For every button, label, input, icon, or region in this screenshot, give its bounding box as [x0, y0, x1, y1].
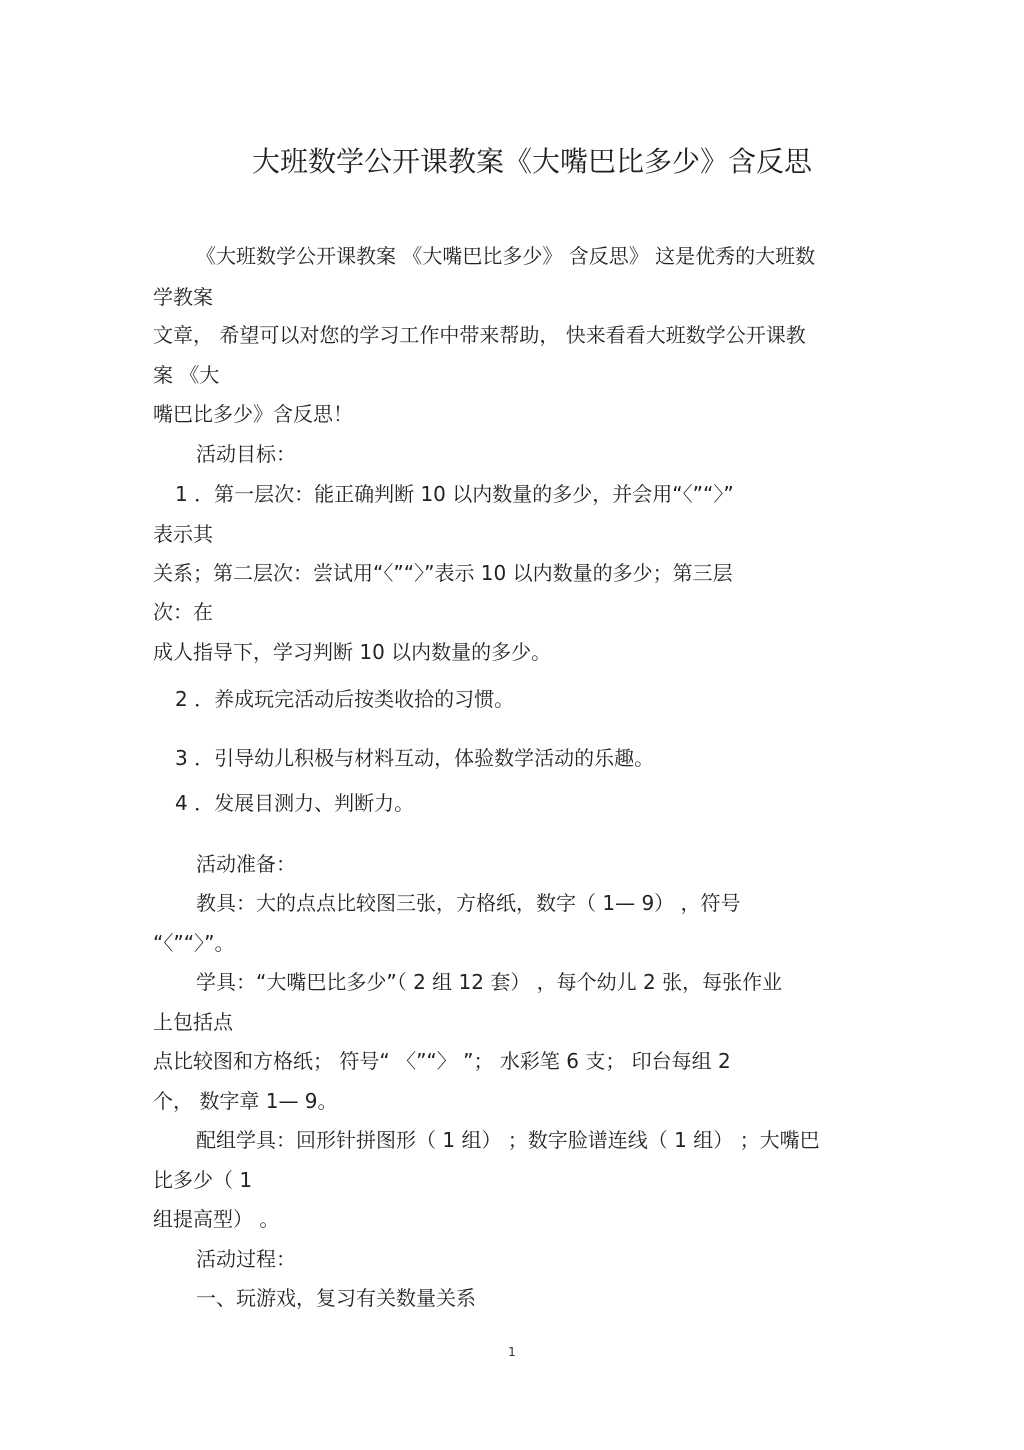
- text-line: 点比较图和方格纸； 符号“ 〈”“〉 ”； 水彩笔 6 支； 印台每组 2: [153, 1049, 731, 1073]
- text-line: 次：在: [153, 600, 213, 624]
- text-line: 一、玩游戏，复习有关数量关系: [196, 1286, 476, 1310]
- list-item: 4 ．发展目测力、判断力。: [175, 791, 415, 815]
- text-line: 个， 数字章 1— 9。: [153, 1089, 338, 1113]
- text-line: 配组学具：回形针拼图形（ 1 组） ；数字脸谱连线（ 1 组） ；大嘴巴: [196, 1128, 820, 1152]
- text-line: 学教案: [153, 285, 213, 309]
- text-line: 案 《大: [153, 363, 220, 387]
- text-line: 文章， 希望可以对您的学习工作中带来帮助， 快来看看大班数学公开课教: [153, 323, 806, 347]
- list-item: 1 ．第一层次：能正确判断 10 以内数量的多少，并会用“〈”“〉”: [175, 482, 734, 506]
- list-item: 2 ．养成玩完活动后按类收拾的习惯。: [175, 687, 515, 711]
- section-heading: 活动过程：: [196, 1247, 296, 1271]
- text-line: 学具：“大嘴巴比多少”（ 2 组 12 套） ，每个幼儿 2 张，每张作业: [196, 970, 783, 994]
- text-line: 教具：大的点点比较图三张，方格纸，数字（ 1— 9） ，符号: [196, 891, 741, 915]
- text-line: 关系；第二层次：尝试用“〈”“〉”表示 10 以内数量的多少；第三层: [153, 561, 733, 585]
- page-number: 1: [508, 1345, 516, 1359]
- document-title: 大班数学公开课教案《大嘴巴比多少》含反思: [251, 145, 812, 178]
- text-line: “〈”“〉”。: [153, 931, 235, 955]
- section-heading: 活动目标：: [196, 442, 296, 466]
- text-line: 上包括点: [153, 1010, 233, 1034]
- text-line: 《大班数学公开课教案 《大嘴巴比多少》 含反思》 这是优秀的大班数: [196, 244, 816, 268]
- text-line: 组提高型） 。: [153, 1207, 280, 1231]
- text-line: 成人指导下，学习判断 10 以内数量的多少。: [153, 640, 552, 664]
- section-heading: 活动准备：: [196, 852, 296, 876]
- text-line: 比多少（ 1: [153, 1168, 253, 1192]
- list-item: 3 ．引导幼儿积极与材料互动，体验数学活动的乐趣。: [175, 746, 655, 770]
- text-line: 表示其: [153, 522, 213, 546]
- text-line: 嘴巴比多少》含反思！: [153, 402, 353, 426]
